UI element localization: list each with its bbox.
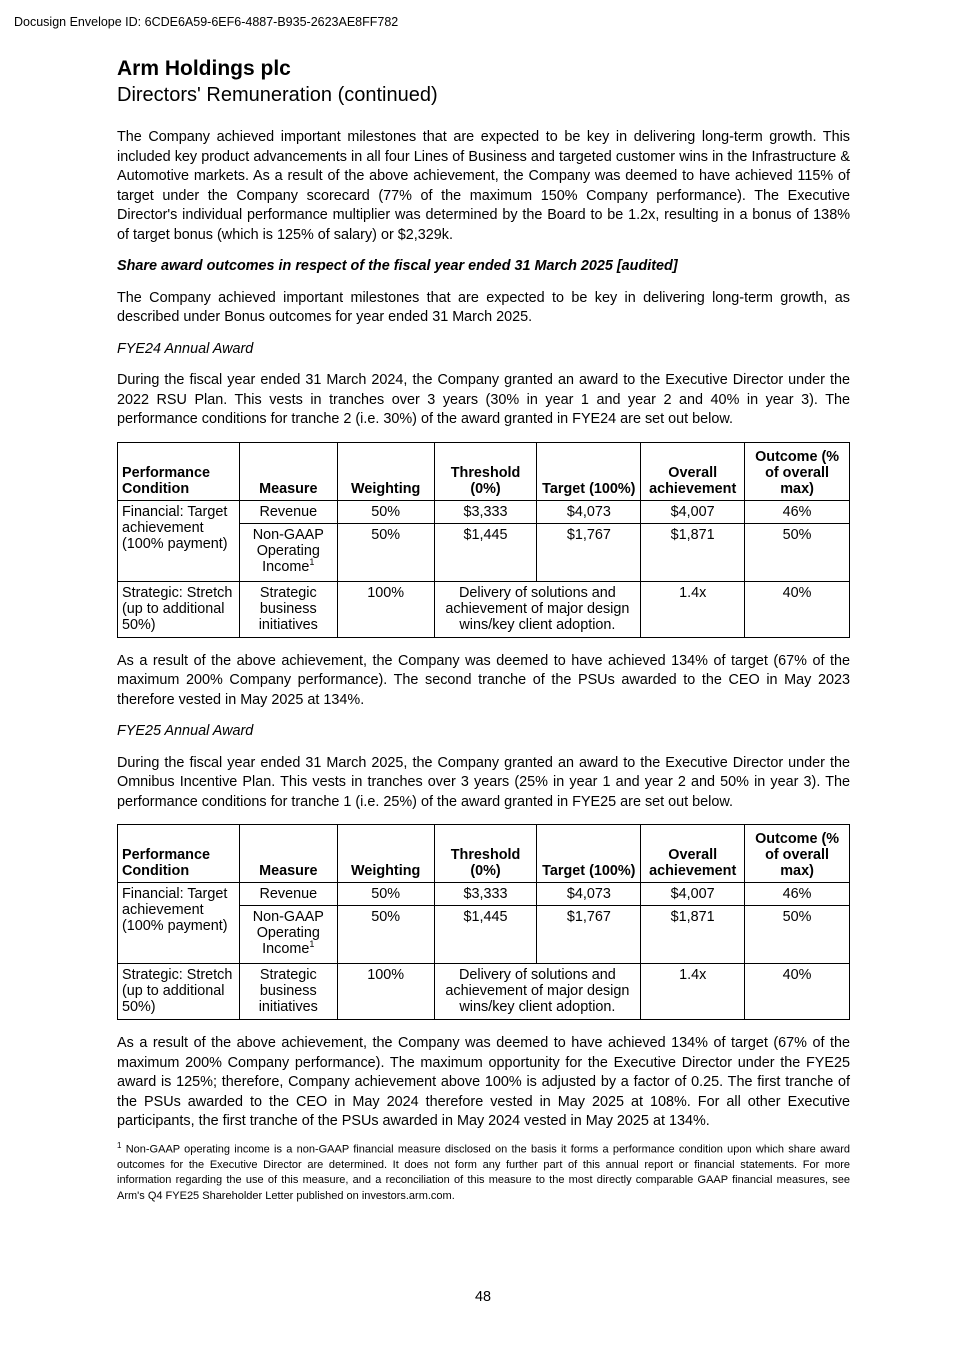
paragraph-fye24-result: As a result of the above achievement, the Company was deemed to have achieved 134% of target (67% of the maximum 200% Company performance). The second tranche of the PSUs awarded to the CEO in May 2023 therefore vested in May 2025 at 134%. bbox=[117, 652, 850, 708]
table-row-strategic bbox=[118, 581, 850, 637]
cell-strategic-description: Delivery of solutions and achievement of major design wins/key client adoption. bbox=[434, 581, 641, 637]
cell-weighting: 50% bbox=[337, 500, 434, 523]
header-measure: Measure bbox=[239, 825, 337, 883]
cell-measure: Revenue bbox=[239, 883, 337, 906]
cell-threshold: $3,333 bbox=[434, 883, 537, 906]
cell-measure bbox=[239, 523, 337, 581]
header-performance-condition: Performance Condition bbox=[118, 825, 240, 883]
cell-achievement: $4,007 bbox=[641, 500, 745, 523]
cell-financial-condition: Financial: Target achievement (100% payment) bbox=[118, 883, 240, 964]
cell-weighting: 50% bbox=[337, 906, 434, 964]
header-outcome: Outcome (% of overall max) bbox=[745, 442, 850, 500]
cell-weighting: 100% bbox=[337, 581, 434, 637]
header-performance-condition: Performance Condition bbox=[118, 442, 240, 500]
cell-strategic-condition: Strategic: Stretch (up to additional 50%) bbox=[118, 581, 240, 637]
cell-outcome: 50% bbox=[745, 906, 850, 964]
fye24-award-title: FYE24 Annual Award bbox=[117, 340, 254, 357]
cell-financial-condition: Financial: Target achievement (100% payment) bbox=[118, 500, 240, 581]
header-overall-achievement: Overall achievement bbox=[641, 825, 745, 883]
cell-achievement: $1,871 bbox=[641, 906, 745, 964]
cell-target: $4,073 bbox=[537, 883, 641, 906]
header-target: Target (100%) bbox=[537, 825, 641, 883]
cell-threshold: $1,445 bbox=[434, 523, 537, 581]
table-row-strategic bbox=[118, 964, 850, 1020]
footnote-number: 1 bbox=[117, 1140, 122, 1150]
cell-measure bbox=[239, 906, 337, 964]
cell-strategic-condition: Strategic: Stretch (up to additional 50%) bbox=[118, 964, 240, 1020]
paragraph-fye25-result: As a result of the above achievement, the Company was deemed to have achieved 134% of target (67% of the maximum 200% Company performance). The maximum opportunity for the Executive Director under the FYE25 award is 125%; therefore, Company achievement above 100% is adjusted by a factor of 0.25. The first tranche of the PSUs awarded to the CEO in May 2024 therefore vested in May 2025 at 108%. For all other Executive participants, the first tranche of the PSUs awarded in May 2024 vested in May 2025 at 134%. bbox=[117, 1035, 850, 1129]
header-measure: Measure bbox=[239, 442, 337, 500]
footnote-marker: 1 bbox=[309, 556, 315, 567]
measure-label: Non-GAAP Operating Income bbox=[252, 909, 324, 957]
fye24-performance-table bbox=[117, 442, 850, 638]
cell-achievement: $1,871 bbox=[641, 523, 745, 581]
cell-achievement: $4,007 bbox=[641, 883, 745, 906]
paragraph-milestones: The Company achieved important milestones that are expected to be key in delivering long-term growth, as described under Bonus outcomes for year ended 31 March 2025. bbox=[117, 289, 850, 325]
cell-measure: Strategic business initiatives bbox=[239, 581, 337, 637]
cell-outcome: 46% bbox=[745, 883, 850, 906]
header-outcome: Outcome (% of overall max) bbox=[745, 825, 850, 883]
footnote-text: Non-GAAP operating income is a non-GAAP financial measure disclosed on the basis it forms a performance condition upon which share award outcomes for the Executive Director are determined. It does not form any further part of this annual report or financial statements. For more information regarding the use of this measure, and a reconciliation of this measure to the most directly comparable GAAP financial measures, see Arm's Q4 FYE25 Shareholder Letter published on investors.arm.com. bbox=[117, 1143, 850, 1202]
header-threshold: Threshold (0%) bbox=[434, 442, 537, 500]
paragraph-fye25-grant: During the fiscal year ended 31 March 2025, the Company granted an award to the Executive Director under the Omnibus Incentive Plan. This vests in tranches over 3 years (25% in year 1 and year 2 and 50% in year 3). The performance conditions for tranche 1 (i.e. 25%) of the award granted in FYE25 are set out below. bbox=[117, 754, 850, 810]
cell-outcome: 46% bbox=[745, 500, 850, 523]
footnote-marker: 1 bbox=[309, 939, 315, 950]
page-number: 48 bbox=[474, 1289, 491, 1305]
paragraph-bonus-outcome: The Company achieved important milestones that are expected to be key in delivering long-term growth. This included key product advancements in all four Lines of Business and targeted customer wins in the Infrastructure & Automotive markets. As a result of the above achievement, the Company was deemed to have achieved 115% of target under the Company scorecard (77% of the maximum 150% Company performance). The Executive Director's individual performance multiplier was determined by the Board to be 1.2x, resulting in a bonus of 138% of target bonus (which is 125% of salary) or $2,329k. bbox=[117, 129, 850, 243]
table-row-revenue bbox=[118, 500, 850, 523]
cell-achievement: 1.4x bbox=[641, 964, 745, 1020]
cell-weighting: 50% bbox=[337, 883, 434, 906]
measure-label: Non-GAAP Operating Income bbox=[252, 526, 324, 575]
cell-target: $1,767 bbox=[537, 523, 641, 581]
table-header-row bbox=[118, 442, 850, 500]
cell-outcome: 50% bbox=[745, 523, 850, 581]
header-target: Target (100%) bbox=[537, 442, 641, 500]
header-overall-achievement: Overall achievement bbox=[641, 442, 745, 500]
document-page bbox=[117, 56, 850, 1204]
paragraph-fye24-grant: During the fiscal year ended 31 March 2024, the Company granted an award to the Executive Director under the 2022 RSU Plan. This vests in tranches over 3 years (30% in year 1 and year 2 and 40% in year 3). The performance conditions for tranche 2 (i.e. 30%) of the award granted in FYE24 are set out below. bbox=[117, 372, 850, 427]
cell-threshold: $3,333 bbox=[434, 500, 537, 523]
footnote bbox=[117, 1138, 850, 1205]
docusign-envelope-id: Docusign Envelope ID: 6CDE6A59-6EF6-4887-B935-2623AE8FF782 bbox=[14, 15, 399, 29]
header-weighting: Weighting bbox=[337, 442, 434, 500]
cell-achievement: 1.4x bbox=[641, 581, 745, 637]
table-row-revenue bbox=[118, 883, 850, 906]
fye25-performance-table bbox=[117, 824, 850, 1020]
cell-measure: Revenue bbox=[239, 500, 337, 523]
cell-target: $4,073 bbox=[537, 500, 641, 523]
cell-weighting: 50% bbox=[337, 523, 434, 581]
company-name: Arm Holdings plc bbox=[117, 57, 291, 80]
cell-weighting: 100% bbox=[337, 964, 434, 1020]
cell-target: $1,767 bbox=[537, 906, 641, 964]
cell-strategic-description: Delivery of solutions and achievement of major design wins/key client adoption. bbox=[434, 964, 641, 1020]
cell-measure: Strategic business initiatives bbox=[239, 964, 337, 1020]
header-weighting: Weighting bbox=[337, 825, 434, 883]
section-heading-share-awards: Share award outcomes in respect of the fiscal year ended 31 March 2025 [audited] bbox=[117, 258, 678, 274]
cell-outcome: 40% bbox=[745, 964, 850, 1020]
fye25-award-title: FYE25 Annual Award bbox=[117, 723, 254, 739]
header-threshold: Threshold (0%) bbox=[434, 825, 537, 883]
section-title: Directors' Remuneration (continued) bbox=[117, 84, 438, 106]
table-header-row bbox=[118, 825, 850, 883]
cell-threshold: $1,445 bbox=[434, 906, 537, 964]
cell-outcome: 40% bbox=[745, 581, 850, 637]
